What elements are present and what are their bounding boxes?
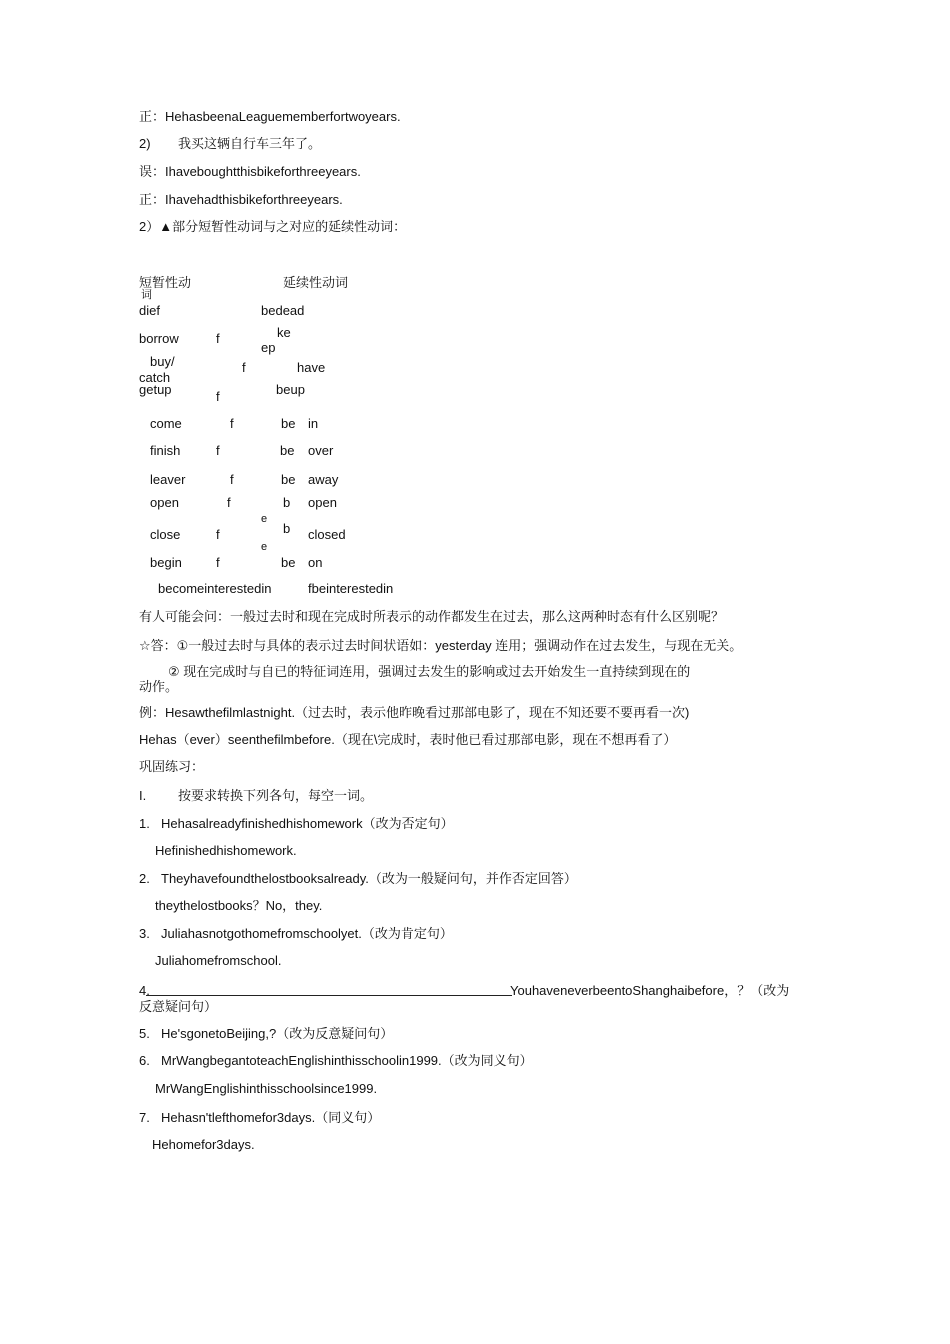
exercise-item-cont: 反意疑问句） (139, 999, 218, 1014)
verb-long: bedead (261, 303, 305, 318)
exercise-answer: Hefinishedhishomework. (155, 843, 297, 858)
verb-short: leaver (150, 472, 186, 487)
item-number: 7. (139, 1110, 150, 1125)
exercise-item: He'sgonetoBeijing,?（改为反意疑问句） (161, 1026, 394, 1041)
verb-short: buy/ (150, 354, 175, 369)
item-number: 2. (139, 871, 150, 886)
verb-long: in (308, 416, 319, 431)
verb-short: becomeinterestedin (158, 581, 272, 596)
arrow-mark: f (227, 495, 231, 510)
verb-be: be (281, 416, 296, 431)
table-header-right: 延续性动词 (283, 275, 349, 290)
verb-be: b (283, 495, 291, 510)
arrow-mark: f (230, 472, 234, 487)
verb-short: finish (150, 443, 181, 458)
arrow-mark: f (216, 389, 220, 404)
practice-title: 巩固练习： (139, 759, 205, 774)
item-number: 3. (139, 926, 150, 941)
item-number: 5. (139, 1026, 150, 1041)
line-correct-2: 正：Ihavehadthisbikeforthreeyears. (139, 192, 343, 207)
verb-long: ke (277, 325, 291, 340)
verb-long: have (297, 360, 326, 375)
exercise-answer: Juliahomefromschool. (155, 953, 282, 968)
exercise-item: MrWangbegantoteachEnglishinthisschoolin1999.（改为同义句） (161, 1053, 533, 1068)
section-number: I. (139, 788, 147, 803)
verb-be: b (283, 521, 291, 536)
item-number: 2) (139, 136, 151, 151)
arrow-mark: f (216, 555, 220, 570)
verb-short: borrow (139, 331, 179, 346)
item-number: 4. (139, 983, 150, 998)
item-number: 1. (139, 816, 150, 831)
table-header-left-tail: 词 (141, 289, 152, 301)
verb-short: dief (139, 303, 160, 318)
line-correct-1: 正：HehasbeenaLeaguememberfortwoyears. (139, 109, 401, 124)
arrow-mark: f (230, 416, 234, 431)
table-header-left: 短暂性动 (139, 275, 192, 290)
verb-long: fbeinterestedin (308, 581, 394, 596)
exercise-item: Theyhavefoundthelostbooksalready.（改为一般疑问句，并作否定回答） (161, 871, 577, 886)
example-1: 例：Hesawthefilmlastnight.（过去时，表示他昨晚看过那部电影了，现在不知还要不要再看一次) (139, 705, 690, 720)
verb-short: close (150, 527, 181, 542)
verb-long: over (308, 443, 334, 458)
verb-long: away (308, 472, 339, 487)
verb-long: open (308, 495, 337, 510)
verb-short: begin (150, 555, 182, 570)
verb-short: getup (139, 382, 172, 397)
line-chinese-example: 我买这辆自行车三年了。 (178, 136, 322, 151)
exercise-item: Hehasalreadyfinishedhishomework（改为否定句） (161, 816, 454, 831)
exercise-item: YouhaveneverbeentoShanghaibefore，？（改为 (510, 983, 790, 998)
verb-long: ep (261, 340, 276, 355)
arrow-mark: f (242, 360, 246, 375)
answer-1: ☆答：①一般过去时与具体的表示过去时间状语如：yesterday 连用；强调动作在过去发生，与现在无关。 (139, 638, 743, 653)
verb-be: be (281, 472, 296, 487)
item-number: 6. (139, 1053, 150, 1068)
section-heading: 2）▲部分短暂性动词与之对应的延续性动词： (139, 219, 407, 234)
arrow-mark: f (216, 443, 220, 458)
example-2: Hehas（ever）seenthefilmbefore.（现在\完成时，表时他已看过那部电影，现在不想再看了） (139, 732, 677, 747)
verb-fragment: e (261, 513, 268, 525)
verb-short: open (150, 495, 179, 510)
verb-short: catch (139, 370, 171, 385)
exercise-item: Hehasn'tlefthomefor3days.（同义句） (161, 1110, 381, 1125)
verb-long: closed (308, 527, 346, 542)
verb-be: be (281, 555, 296, 570)
verb-be: be (280, 443, 295, 458)
arrow-mark: f (216, 527, 220, 542)
arrow-mark: f (216, 331, 220, 346)
question-text: 有人可能会问：一般过去时和现在完成时所表示的动作都发生在过去，那么这两种时态有什么区别呢？ (139, 609, 725, 624)
verb-long: on (308, 555, 323, 570)
verb-short: come (150, 416, 182, 431)
exercise-answer: theythelostbooks？No，they. (155, 898, 323, 913)
verb-fragment: e (261, 541, 268, 553)
answer-blank[interactable] (146, 983, 512, 1000)
line-wrong: 误：Ihaveboughtthisbikeforthreeyears. (139, 164, 361, 179)
section-instruction: 按要求转换下列各句，每空一词。 (178, 788, 374, 803)
exercise-answer: Hehomefor3days. (152, 1137, 255, 1152)
answer-2: ② 现在完成时与自已的特征词连用，强调过去发生的影响或过去开始发生一直持续到现在的 (168, 664, 691, 679)
answer-2-cont: 动作。 (139, 679, 179, 694)
exercise-item: Juliahasnotgothomefromschoolyet.（改为肯定句） (161, 926, 453, 941)
exercise-answer: MrWangEnglishinthisschoolsince1999. (155, 1081, 378, 1096)
verb-long: beup (276, 382, 305, 397)
